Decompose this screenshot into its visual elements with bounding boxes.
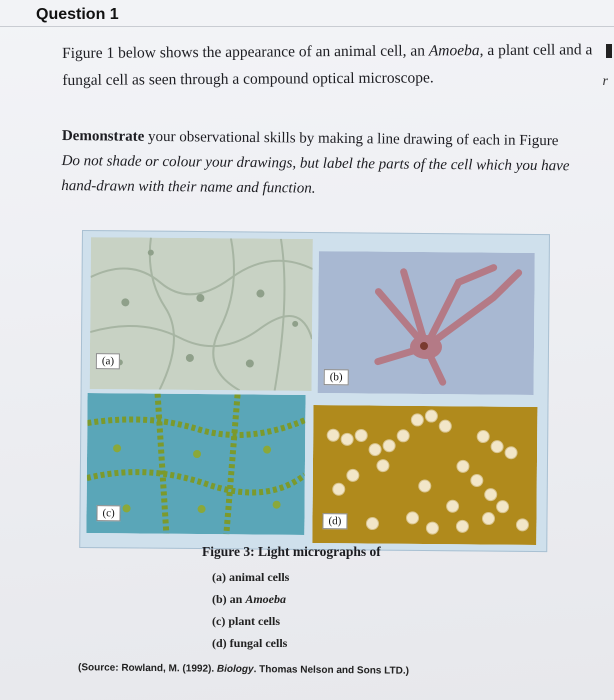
question-header: [0, 0, 614, 27]
micrograph-animal-cells: [90, 237, 313, 391]
amoeba-image: [318, 251, 535, 395]
caption-item-d: [212, 632, 289, 654]
source-part2: . Thomas Nelson and Sons LTD.): [253, 664, 410, 677]
caption-item-c-prefix: (c): [212, 614, 229, 628]
caption-item-b-italic: Amoeba: [245, 592, 287, 606]
edge-mark: [606, 44, 612, 58]
panel-label-b: (b): [324, 369, 349, 385]
caption-item-c: [212, 610, 289, 632]
edge-letter: r: [602, 74, 608, 89]
micrograph-fungal-cells: [312, 405, 537, 545]
caption-item-d-text: fungal cells: [229, 636, 288, 650]
micrograph-figure: [79, 230, 550, 552]
source-part1: (Source: Rowland, M. (1992).: [77, 662, 217, 675]
caption-list: [212, 566, 289, 654]
figure-caption: Figure 3: Light micrographs of: [202, 544, 381, 559]
micrograph-amoeba: [318, 251, 535, 395]
micrograph-plant-cells: [86, 393, 305, 535]
caption-item-d-prefix: (d): [212, 636, 230, 650]
instruction-italic: Do not shade or colour your drawings, but label the parts of the cell which you have hand-drawn with their name and function.: [61, 152, 570, 197]
caption-item-c-text: plant cells: [228, 614, 280, 628]
animal-cells-image: [90, 237, 313, 391]
caption-item-a-prefix: (a): [212, 570, 229, 584]
caption-item-a: [212, 566, 289, 588]
caption-item-b-prefix: (b) an: [212, 592, 246, 606]
caption-item-a-text: animal cells: [229, 570, 290, 584]
panel-label-a: (a): [96, 353, 120, 369]
source-italic: Biology: [216, 663, 254, 676]
instruction-rest: your observational skills by making a line drawing of each in Figure: [144, 128, 559, 150]
instruction-strong: Demonstrate: [61, 127, 145, 145]
panel-label-d: (d): [322, 513, 347, 529]
intro-amoeba: Amoeba: [428, 42, 480, 60]
instruction-paragraph: [61, 124, 602, 205]
source-citation: [78, 662, 409, 676]
intro-text-2: , a plant cell and a fungal cell as seen through a compound optical microscope.: [62, 41, 593, 89]
caption-item-b: [212, 588, 289, 610]
intro-text-1: Figure 1 below shows the appearance of an animal cell, an: [62, 42, 429, 62]
panel-label-c: (c): [96, 505, 120, 521]
intro-paragraph: [62, 36, 602, 94]
question-title: Question 1: [36, 6, 119, 23]
